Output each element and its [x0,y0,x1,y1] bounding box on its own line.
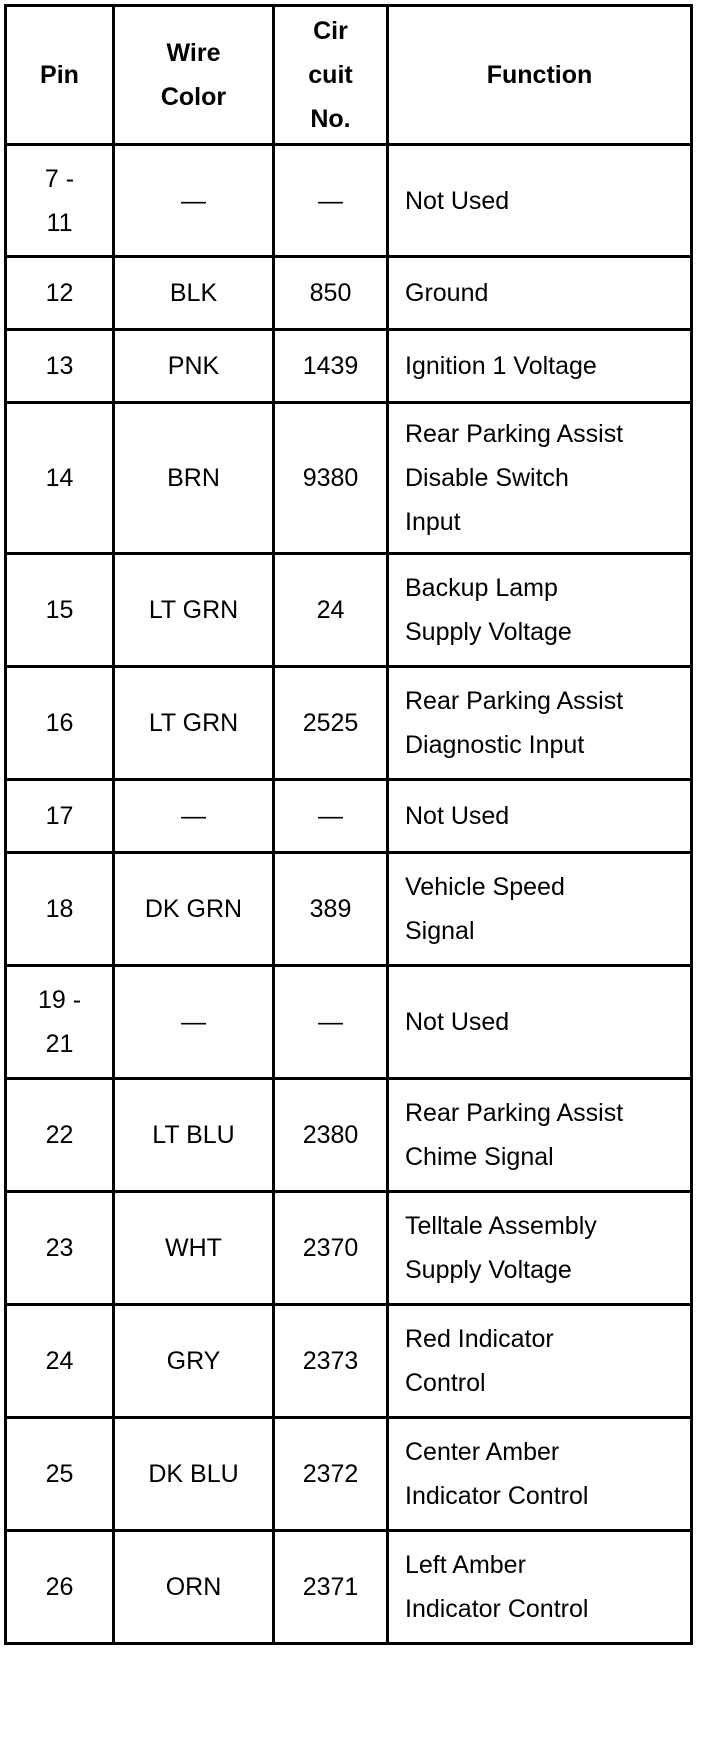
wire-color-cell [114,1418,274,1531]
pin-cell [6,780,114,853]
function-cell-text: Not Used [405,186,510,215]
function-cell [388,145,692,257]
wire-color-cell [114,780,274,853]
circuit-number-cell [274,330,388,403]
wire-color-cell-text: BRN [167,464,220,492]
circuit-number-cell [274,1418,388,1531]
pin-cell-text: 16 [45,709,74,737]
function-cell-text: Center Amber Indicator Control [405,1438,589,1510]
pin-cell-text: 14 [45,464,74,492]
function-cell-text: Ground [405,279,489,307]
wire-color-cell-text: LT BLU [152,1121,235,1149]
wire-color-cell [114,667,274,780]
wire-color-cell [114,330,274,403]
wire-color-cell-text: DK GRN [144,895,243,923]
table-row [6,1305,692,1418]
pin-cell [6,966,114,1079]
pin-cell [6,330,114,403]
circuit-number-cell-text: 2380 [302,1121,359,1149]
table-row [6,1531,692,1644]
table-row [6,667,692,780]
pinout-table [4,4,693,1645]
wire-color-cell-text: GRY [166,1347,221,1375]
pin-cell-text: 24 [45,1347,74,1375]
function-cell [388,1192,692,1305]
wire-color-cell-text: — [181,1008,206,1036]
table-row [6,1079,692,1192]
function-cell-text: Rear Parking Assist Chime Signal [405,1099,624,1171]
circuit-number-cell-text: 389 [309,895,352,923]
wire-color-cell-text: PNK [167,352,220,380]
circuit-number-cell [274,403,388,554]
table-row [6,330,692,403]
wire-color-cell-text: ORN [165,1573,222,1601]
table-row [6,1192,692,1305]
table-row [6,403,692,554]
function-cell-text: Telltale Assembly Supply Voltage [405,1212,597,1284]
wire-color-cell [114,1305,274,1418]
circuit-number-cell [274,1079,388,1192]
pin-cell-text: 22 [45,1121,74,1149]
function-cell-text: Ignition 1 Voltage [405,352,597,380]
circuit-number-cell-text: 9380 [302,464,359,492]
circuit-number-cell-text: 2525 [302,709,359,737]
pin-cell-text: 13 [45,352,74,380]
wire-color-cell [114,853,274,966]
table-row [6,145,692,257]
pin-cell [6,1418,114,1531]
wire-color-cell [114,257,274,330]
header-pin: Pin [6,6,114,145]
pin-cell [6,257,114,330]
header-function: Function [388,6,692,145]
header-wire-color: Wire Color [114,6,274,145]
pin-cell-text: 25 [45,1460,74,1488]
circuit-number-cell [274,780,388,853]
pin-cell [6,554,114,667]
circuit-number-cell [274,966,388,1079]
function-cell-text: Left Amber Indicator Control [405,1551,589,1623]
pin-cell-text: 23 [45,1234,74,1262]
function-cell [388,554,692,667]
function-cell [388,667,692,780]
wire-color-cell [114,403,274,554]
table-row [6,966,692,1079]
wire-color-cell [114,1079,274,1192]
function-cell [388,853,692,966]
function-cell [388,966,692,1079]
circuit-number-cell-text: — [318,186,343,215]
header-circuit-no: Cir cuit No. [274,6,388,145]
pin-cell [6,853,114,966]
pin-cell-text: 26 [45,1573,74,1601]
pin-cell [6,667,114,780]
function-cell [388,1305,692,1418]
circuit-number-cell-text: 850 [309,279,352,307]
circuit-number-cell [274,1531,388,1644]
table-row [6,554,692,667]
function-cell-text: Not Used [405,802,510,830]
pin-cell-text: 18 [45,895,74,923]
pin-cell-text: 7 - 11 [44,164,75,237]
wire-color-cell-text: LT GRN [148,709,239,737]
circuit-number-cell-text: 2373 [302,1347,359,1375]
function-cell-text: Backup Lamp Supply Voltage [405,574,572,646]
table-body [6,145,692,1644]
function-cell [388,257,692,330]
function-cell [388,780,692,853]
function-cell [388,1079,692,1192]
circuit-number-cell-text: — [318,802,343,830]
wire-color-cell [114,1192,274,1305]
circuit-number-cell [274,257,388,330]
wire-color-cell-text: BLK [169,279,218,307]
pin-cell [6,1079,114,1192]
function-cell [388,1531,692,1644]
circuit-number-cell-text: — [318,1008,343,1036]
circuit-number-cell [274,667,388,780]
circuit-number-cell-text: 24 [316,596,345,624]
pin-cell-text: 12 [45,279,74,307]
pin-cell-text: 17 [45,802,74,830]
circuit-number-cell-text: 2371 [302,1573,359,1601]
header-row [6,6,692,145]
function-cell-text: Not Used [405,1008,510,1036]
function-cell-text: Vehicle Speed Signal [405,873,565,945]
function-cell-text: Rear Parking Assist Disable Switch Input [405,420,624,536]
wire-color-cell [114,966,274,1079]
wire-color-cell-text: — [181,802,206,830]
circuit-number-cell [274,1192,388,1305]
function-cell-text: Rear Parking Assist Diagnostic Input [405,687,624,759]
function-cell [388,1418,692,1531]
table-row [6,780,692,853]
wire-color-cell-text: DK BLU [148,1460,239,1488]
function-cell-text: Red Indicator Control [405,1325,554,1397]
function-cell [388,403,692,554]
circuit-number-cell-text: 2372 [302,1460,359,1488]
circuit-number-cell [274,853,388,966]
table-row [6,257,692,330]
wire-color-cell [114,554,274,667]
pin-cell [6,1531,114,1644]
table-header [6,6,692,145]
circuit-number-cell-text: 1439 [302,352,359,380]
wire-color-cell-text: WHT [165,1234,222,1262]
circuit-number-cell [274,145,388,257]
circuit-number-cell-text: 2370 [302,1234,359,1262]
wire-color-cell-text: — [181,186,206,215]
circuit-number-cell [274,1305,388,1418]
table-row [6,1418,692,1531]
pin-cell [6,1192,114,1305]
circuit-number-cell [274,554,388,667]
pin-cell-text: 15 [45,596,74,624]
table-row [6,853,692,966]
pin-cell-text: 19 - 21 [37,986,82,1058]
pin-cell [6,145,114,257]
pin-cell [6,403,114,554]
wire-color-cell-text: LT GRN [148,596,239,624]
wire-color-cell [114,145,274,257]
pin-cell [6,1305,114,1418]
wire-color-cell [114,1531,274,1644]
function-cell [388,330,692,403]
